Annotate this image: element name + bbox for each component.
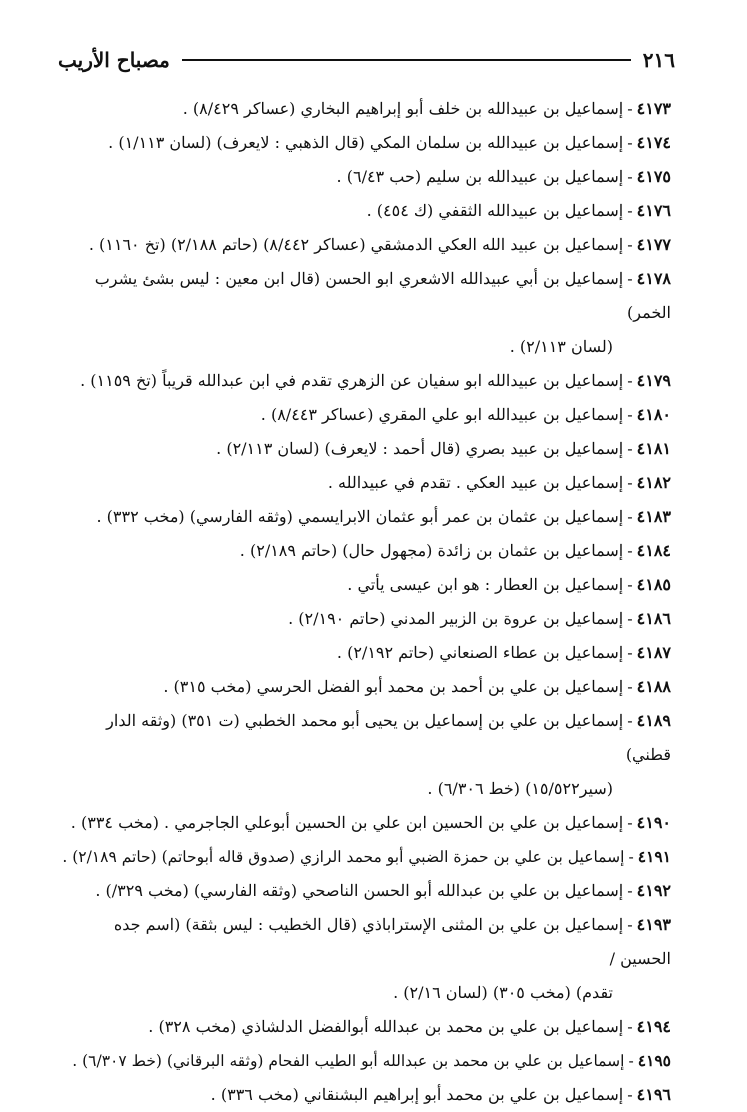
entry: ٤١٩٥-إسماعيل بن علي بن محمد بن عبدالله أبو الطيب الفحام (وثقه البرقاني) (خط ٦/٣٠٧) . xyxy=(72,1051,671,1070)
entry-text: إسماعيل بن عبيدالله ابو سفيان عن الزهري تقدم في ابن عبدالله قريباً (تخ ١١٥٩) . xyxy=(80,371,624,390)
entry-number: ٤١٨٧ xyxy=(636,643,671,662)
entry-text: إسماعيل بن علي بن إسماعيل بن يحيى أبو محمد الخطبي (ت ٣٥١) (وثقه الدار قطني) xyxy=(106,711,671,764)
entry-text: إسماعيل بن أبي عبيدالله الاشعري ابو الحسن (قال ابن معين : ليس بشئ يشرب الخمر) xyxy=(94,269,671,322)
entry-number: ٤١٨٢ xyxy=(636,473,671,492)
entry-text: إسماعيل بن علي بن محمد بن عبدالله أبوالفضل الدلشاذي (مخب ٣٢٨) . xyxy=(148,1017,624,1036)
entry-continuation: (سير١٥/٥٢٢) (خط ٦/٣٠٦) . xyxy=(427,779,613,798)
entry-number: ٤١٩٥ xyxy=(637,1051,671,1070)
entry: ٤١٨١-إسماعيل بن عبيد بصري (قال أحمد : لايعرف) (لسان ٢/١١٣) . xyxy=(216,439,671,458)
header-divider xyxy=(182,59,631,61)
entry: ٤١٧٥-إسماعيل بن عبيدالله بن سليم (حب ٦/٤٣) . xyxy=(336,167,671,186)
entry-number: ٤١٩٤ xyxy=(636,1017,671,1036)
entry-number: ٤١٩٠ xyxy=(636,813,671,832)
entry-text: إسماعيل بن علي بن حمزة الضبي أبو محمد الرازي (صدوق قاله أبوحاتم) (حاتم ٢/١٨٩) . xyxy=(62,848,625,866)
entry-number: ٤١٨٣ xyxy=(636,507,671,526)
entry-text: إسماعيل بن علي بن محمد بن عبدالله أبو الطيب الفحام (وثقه البرقاني) (خط ٦/٣٠٧) . xyxy=(72,1052,625,1070)
entry-number: ٤١٧٨ xyxy=(636,269,671,288)
entry: ٤١٧٦-إسماعيل بن عبيدالله الثقفي (ك ٤٥٤) . xyxy=(366,201,671,220)
entry: ٤١٧٣-إسماعيل بن عبيدالله بن خلف أبو إبراهيم البخاري (عساكر ٨/٤٢٩) . xyxy=(182,99,671,118)
entry: ٤١٨٥-إسماعيل بن العطار : هو ابن عيسى يأتي . xyxy=(347,575,671,594)
entry-text: إسماعيل بن العطار : هو ابن عيسى يأتي . xyxy=(347,575,624,594)
entry: ٤١٩١-إسماعيل بن علي بن حمزة الضبي أبو محمد الرازي (صدوق قاله أبوحاتم) (حاتم ٢/١٨٩) . xyxy=(62,847,671,866)
page-header xyxy=(58,40,675,80)
entry: ٤١٨٤-إسماعيل بن عثمان بن زائدة (مجهول حال) (حاتم ٢/١٨٩) . xyxy=(239,541,671,560)
entry-number: ٤١٧٩ xyxy=(636,371,671,390)
entry-text: إسماعيل بن عطاء الصنعاني (حاتم ٢/١٩٢) . xyxy=(336,643,624,662)
entry-text: إسماعيل بن عبيدالله بن خلف أبو إبراهيم البخاري (عساكر ٨/٤٢٩) . xyxy=(182,99,624,118)
entry-number: ٤١٧٥ xyxy=(636,167,671,186)
entry-text: إسماعيل بن عبيد الله العكي الدمشقي (عساكر ٨/٤٤٢) (حاتم ٢/١٨٨) (تخ ١١٦٠) . xyxy=(88,235,624,254)
entry-number: ٤١٩١ xyxy=(637,847,671,866)
entry-number: ٤١٨٨ xyxy=(636,677,671,696)
entry-number: ٤١٧٤ xyxy=(636,133,671,152)
entry-number: ٤١٩٢ xyxy=(636,881,671,900)
entry: ٤١٧٩-إسماعيل بن عبيدالله ابو سفيان عن الزهري تقدم في ابن عبدالله قريباً (تخ ١١٥٩) . xyxy=(80,371,671,390)
entry: ٤١٨٧-إسماعيل بن عطاء الصنعاني (حاتم ٢/١٩٢) . xyxy=(336,643,671,662)
entry-number: ٤١٩٣ xyxy=(636,915,671,934)
entry-text: إسماعيل بن عبيد العكي . تقدم في عبيدالله . xyxy=(327,473,624,492)
entry: ٤١٨٠-إسماعيل بن عبيدالله ابو علي المقري (عساكر ٨/٤٤٣) . xyxy=(260,405,671,424)
entry: ٤١٨٣-إسماعيل بن عثمان بن عمر أبو عثمان الابرايسمي (وثقه الفارسي) (مخب ٣٣٢) . xyxy=(96,507,671,526)
entry-text: إسماعيل بن عثمان بن زائدة (مجهول حال) (حاتم ٢/١٨٩) . xyxy=(239,541,624,560)
entry: ٤١٧٤-إسماعيل بن عبيدالله بن سلمان المكي (قال الذهبي : لايعرف) (لسان ١/١١٣) . xyxy=(108,133,671,152)
entry-continuation: تقدم) (مخب ٣٠٥) (لسان ٢/١٦) . xyxy=(393,983,613,1002)
entry-number: ٤١٨٩ xyxy=(636,711,671,730)
entry: ٤١٨٢-إسماعيل بن عبيد العكي . تقدم في عبيدالله . xyxy=(327,473,671,492)
entry: ٤١٨٩-إسماعيل بن علي بن إسماعيل بن يحيى أبو محمد الخطبي (ت ٣٥١) (وثقه الدار قطني) (سير١٥/٥٢٢) (خط ٦/٣٠٦) . xyxy=(58,704,671,806)
entry-number: ٤١٧٣ xyxy=(636,99,671,118)
entry: ٤١٩٣-إسماعيل بن علي بن المثنى الإستراباذي (قال الخطيب : ليس بثقة) (اسم جده الحسين / تقدم) (مخب ٣٠٥) (لسان ٢/١٦) . xyxy=(58,908,671,1010)
entry-text: إسماعيل بن عروة بن الزبير المدني (حاتم ٢/١٩٠) . xyxy=(288,609,624,628)
entry-text: إسماعيل بن عبيدالله الثقفي (ك ٤٥٤) . xyxy=(366,201,624,220)
entry: ٤١٧٧-إسماعيل بن عبيد الله العكي الدمشقي (عساكر ٨/٤٤٢) (حاتم ٢/١٨٨) (تخ ١١٦٠) . xyxy=(88,235,671,254)
entry: ٤١٩٤-إسماعيل بن علي بن محمد بن عبدالله أبوالفضل الدلشاذي (مخب ٣٢٨) . xyxy=(148,1017,671,1036)
entry-text: إسماعيل بن عبيدالله بن سليم (حب ٦/٤٣) . xyxy=(336,167,624,186)
book-title: مصباح الأريب xyxy=(58,48,170,72)
entry: ٤١٧٨-إسماعيل بن أبي عبيدالله الاشعري ابو الحسن (قال ابن معين : ليس بشئ يشرب الخمر) (لسان ٢/١١٣) . xyxy=(58,262,671,364)
entry-text: إسماعيل بن علي بن أحمد بن محمد أبو الفضل الحرسي (مخب ٣١٥) . xyxy=(163,677,624,696)
entry-text: إسماعيل بن علي بن الحسين ابن علي بن الحسين أبوعلي الجاجرمي . (مخب ٣٣٤) . xyxy=(70,813,624,832)
entry-number: ٤١٨٠ xyxy=(636,405,671,424)
entry: ٤١٨٦-إسماعيل بن عروة بن الزبير المدني (حاتم ٢/١٩٠) . xyxy=(288,609,671,628)
entry-text: إسماعيل بن عبيدالله بن سلمان المكي (قال الذهبي : لايعرف) (لسان ١/١١٣) . xyxy=(108,133,624,152)
entry-text: إسماعيل بن عثمان بن عمر أبو عثمان الابرايسمي (وثقه الفارسي) (مخب ٣٣٢) . xyxy=(96,507,624,526)
entry-number: ٤١٩٦ xyxy=(636,1085,671,1104)
entry-number: ٤١٨٤ xyxy=(636,541,671,560)
entry-text: إسماعيل بن عبيدالله ابو علي المقري (عساكر ٨/٤٤٣) . xyxy=(260,405,624,424)
entry: ٤١٨٨-إسماعيل بن علي بن أحمد بن محمد أبو الفضل الحرسي (مخب ٣١٥) . xyxy=(163,677,671,696)
entry-number: ٤١٧٦ xyxy=(636,201,671,220)
entry: ٤١٩٦-إسماعيل بن علي بن محمد أبو إبراهيم البشنقاني (مخب ٣٣٦) . xyxy=(210,1085,671,1104)
page-number: ٢١٦ xyxy=(642,48,675,72)
entry-number: ٤١٨١ xyxy=(636,439,671,458)
entry-text: إسماعيل بن عبيد بصري (قال أحمد : لايعرف) (لسان ٢/١١٣) . xyxy=(216,439,624,458)
entry: ٤١٩٠-إسماعيل بن علي بن الحسين ابن علي بن الحسين أبوعلي الجاجرمي . (مخب ٣٣٤) . xyxy=(70,813,671,832)
entry-continuation: (لسان ٢/١١٣) . xyxy=(509,337,613,356)
entry-list xyxy=(58,92,671,1112)
entry-number: ٤١٨٥ xyxy=(636,575,671,594)
entry-number: ٤١٨٦ xyxy=(636,609,671,628)
entry-text: إسماعيل بن علي بن المثنى الإستراباذي (قال الخطيب : ليس بثقة) (اسم جده الحسين / xyxy=(113,915,671,968)
entry-text: إسماعيل بن علي بن محمد أبو إبراهيم البشنقاني (مخب ٣٣٦) . xyxy=(210,1085,624,1104)
entry-text: إسماعيل بن علي بن عبدالله أبو الحسن الناصحي (وثقه الفارسي) (مخب ٣٢٩/) . xyxy=(95,881,624,900)
entry-number: ٤١٧٧ xyxy=(636,235,671,254)
entry: ٤١٩٢-إسماعيل بن علي بن عبدالله أبو الحسن الناصحي (وثقه الفارسي) (مخب ٣٢٩/) . xyxy=(95,881,671,900)
